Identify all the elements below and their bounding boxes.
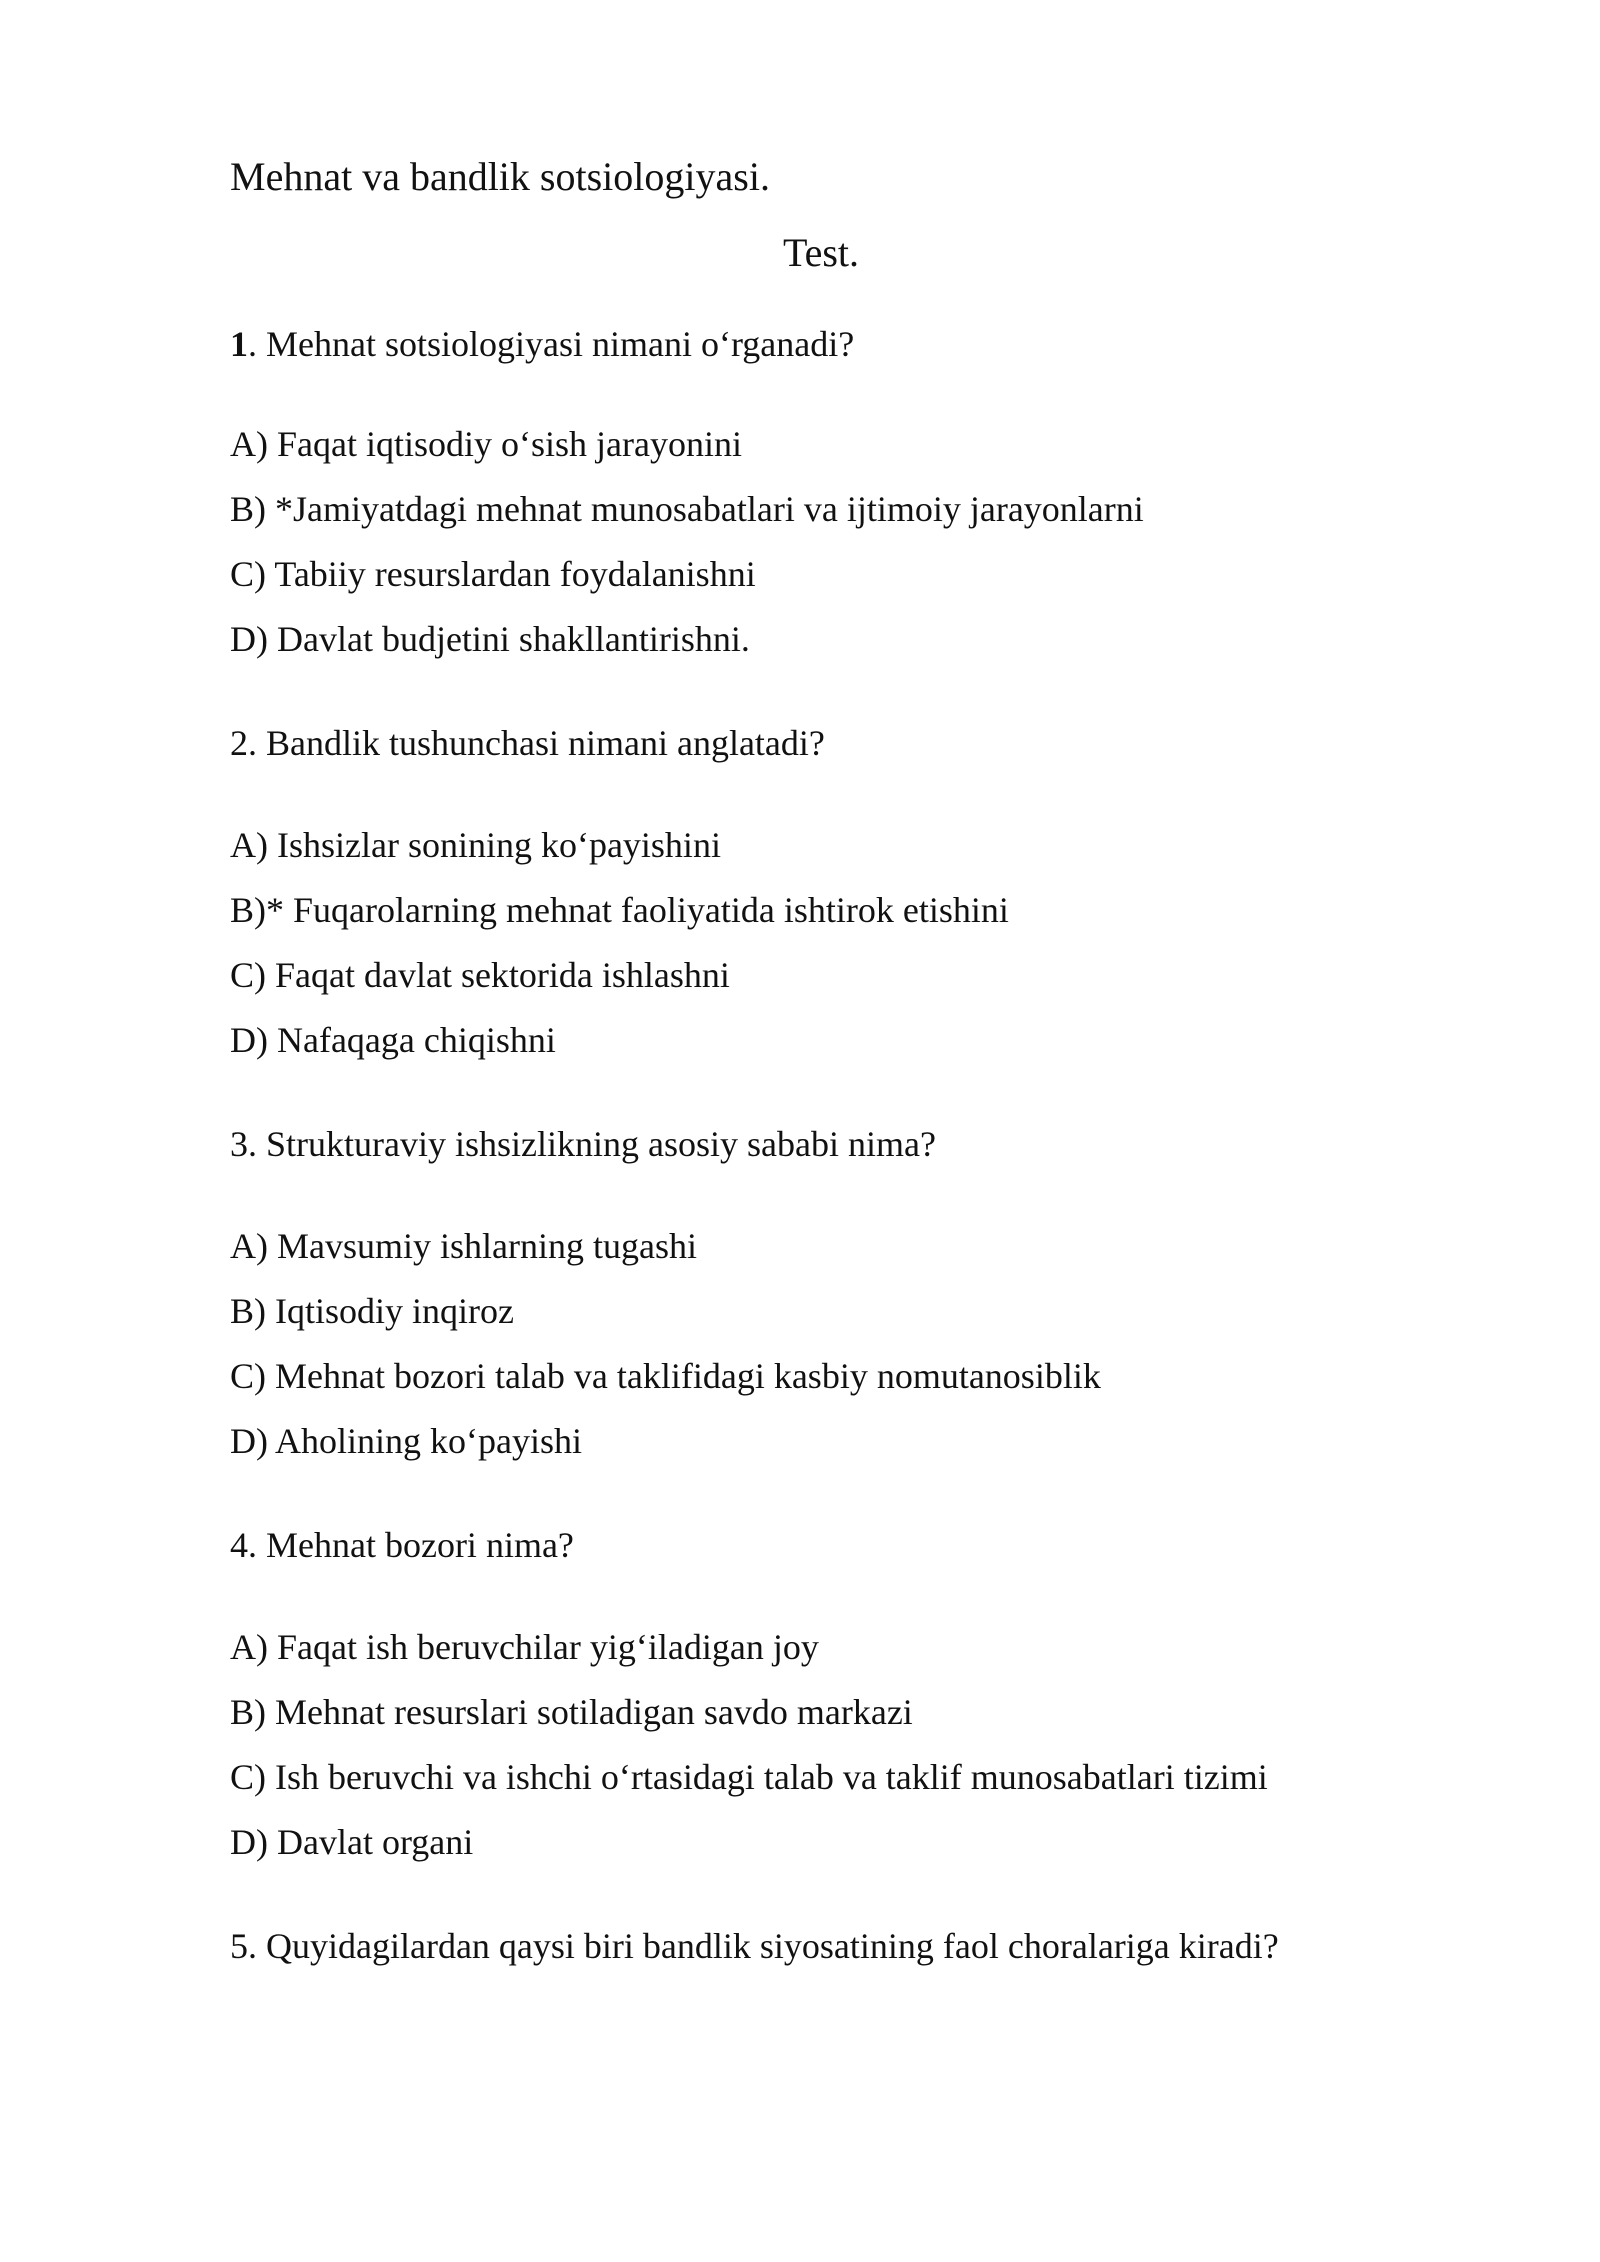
option-1a: A) Faqat iqtisodiy o‘sish jarayonini [230, 424, 742, 464]
option-4a: A) Faqat ish beruvchilar yig‘iladigan joy [230, 1627, 819, 1667]
question-number: 4 [230, 1525, 248, 1565]
option-1b: B) *Jamiyatdagi mehnat munosabatlari va ijtimoiy jarayonlarni [230, 489, 1144, 529]
question-text: . Mehnat sotsiologiyasi nimani o‘rganadi? [248, 324, 855, 364]
option-3d: D) Aholining ko‘payishi [230, 1421, 582, 1461]
question-number: 5 [230, 1926, 248, 1966]
option-3b: B) Iqtisodiy inqiroz [230, 1291, 514, 1331]
option-3c: C) Mehnat bozori talab va taklifidagi kasbiy nomutanosiblik [230, 1356, 1101, 1396]
question-4 [230, 1522, 574, 1568]
option-2b: B)* Fuqarolarning mehnat faoliyatida ishtirok etishini [230, 890, 1009, 930]
option-2a: A) Ishsizlar sonining ko‘payishini [230, 825, 721, 865]
question-1 [230, 321, 854, 367]
question-text: . Mehnat bozori nima? [248, 1525, 574, 1565]
question-5 [230, 1923, 1279, 1969]
option-4b: B) Mehnat resurslari sotiladigan savdo markazi [230, 1692, 913, 1732]
option-4c: C) Ish beruvchi va ishchi o‘rtasidagi talab va taklif munosabatlari tizimi [230, 1757, 1268, 1797]
document-subtitle [0, 228, 1600, 278]
question-text: . Bandlik tushunchasi nimani anglatadi? [248, 723, 825, 763]
question-text: . Quyidagilardan qaysi biri bandlik siyosatining faol choralariga kiradi? [248, 1926, 1279, 1966]
question-number: 2 [230, 723, 248, 763]
option-4d: D) Davlat organi [230, 1822, 474, 1862]
question-number: 3 [230, 1124, 248, 1164]
option-3a: A) Mavsumiy ishlarning tugashi [230, 1226, 697, 1266]
question-text: . Strukturaviy ishsizlikning asosiy sababi nima? [248, 1124, 936, 1164]
document-title: Mehnat va bandlik sotsiologiyasi. [230, 154, 770, 199]
option-1c: C) Tabiiy resurslardan foydalanishni [230, 554, 756, 594]
option-2c: C) Faqat davlat sektorida ishlashni [230, 955, 730, 995]
document-subtitle-text: Test. [782, 230, 860, 275]
question-3 [230, 1121, 936, 1167]
option-2d: D) Nafaqaga chiqishni [230, 1020, 556, 1060]
option-1d: D) Davlat budjetini shakllantirishni. [230, 619, 750, 659]
question-2 [230, 720, 825, 766]
question-number: 1 [230, 324, 248, 364]
